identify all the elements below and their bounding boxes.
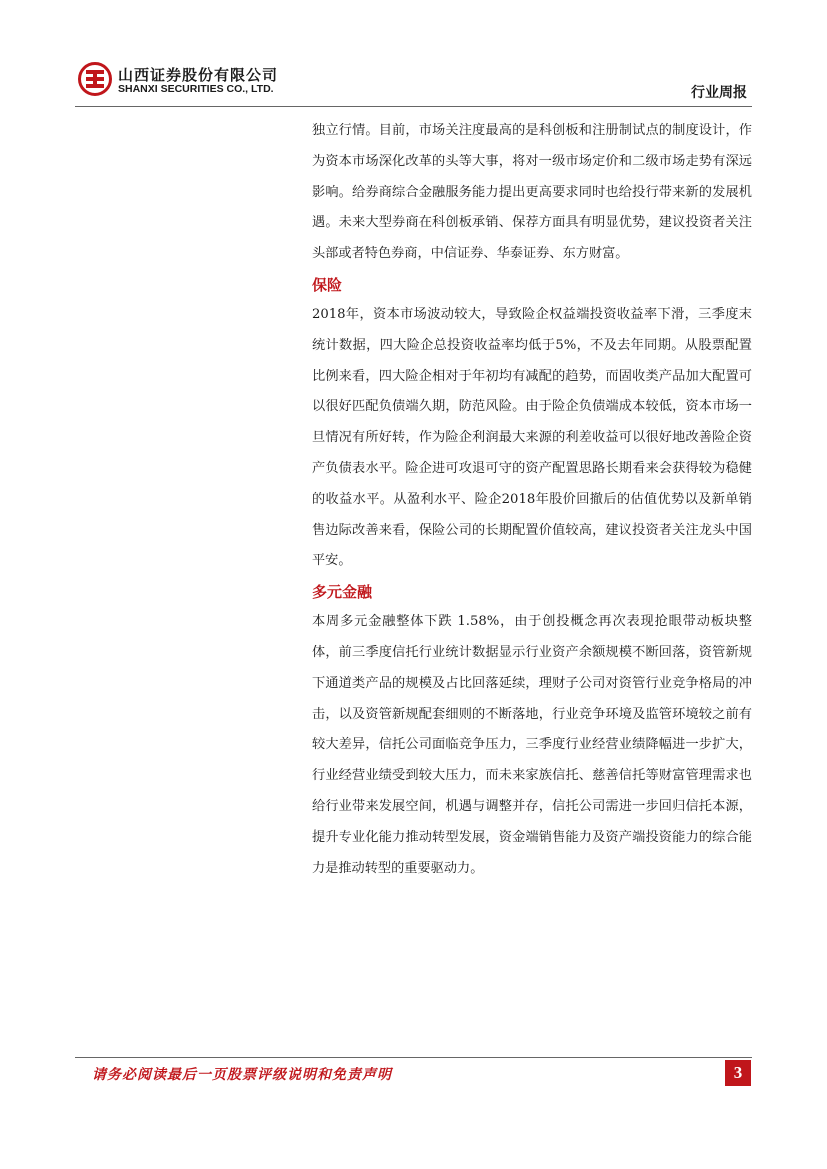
report-type-label: 行业周报 [691, 85, 747, 101]
disclaimer-text: 请务必阅读最后一页股票评级说明和免责声明 [92, 1067, 392, 1083]
header-divider [75, 106, 752, 107]
company-logo-icon [78, 62, 112, 96]
section-title-insurance: 保险 [312, 275, 343, 294]
page-number: 3 [725, 1060, 751, 1086]
section-paragraph-diversified-finance: 本周多元金融整体下跌 1.58%，由于创投概念再次表现抢眼带动板块整体，前三季度信托行业统计数据显示行业资产余额规模不断回落，资管新规下通道类产品的规模及占比回落延续，理财子公司对资管行业竞争格局的冲击，以及资管新规配套细则的不断落地，行业竞争环境及监管环境较之前有较大差异，信托公司面临竞争压力，三季度行业经营业绩降幅进一步扩大，行业经营业绩受到较大压力，而未来家族信托、慈善信托等财富管理需求也给行业带来发展空间，机遇与调整并存，信托公司需进一步回归信托本源，提升专业化能力推动转型发展，资金端销售能力及资产端投资能力的综合能力是推动转型的重要驱动力。 [312, 614, 752, 876]
company-name-cn: 山西证券股份有限公司 [118, 66, 279, 84]
section-paragraph-insurance: 2018年，资本市场波动较大，导致险企权益端投资收益率下滑，三季度末统计数据，四大险企总投资收益率均低于5%，不及去年同期。从股票配置比例来看，四大险企相对于年初均有减配的趋势，而固收类产品加大配置可以很好匹配负债端久期，防范风险。由于险企负债端成本较低，资本市场一旦情况有所好转，作为险企利润最大来源的利差收益可以很好地改善险企资产负债表水平。险企进可攻退可守的资产配置思路长期看来会获得较为稳健的收益水平。从盈利水平、险企2018年股价回撤后的估值优势以及新单销售边际改善来看，保险公司的长期配置价值较高，建议投资者关注龙头中国平安。 [312, 306, 752, 569]
report-body [312, 116, 752, 884]
company-name-en: SHANXI SECURITIES CO., LTD. [118, 83, 274, 95]
section-title-diversified-finance: 多元金融 [312, 583, 373, 602]
page-header [0, 0, 827, 115]
footer-divider [75, 1057, 752, 1058]
intro-paragraph: 独立行情。目前，市场关注度最高的是科创板和注册制试点的制度设计，作为资本市场深化改革的头等大事，将对一级市场定价和二级市场走势有深远影响。给券商综合金融服务能力提出更高要求同时也给投行带来新的发展机遇。未来大型券商在科创板承销、保荐方面具有明显优势，建议投资者关注头部或者特色券商，中信证券、华泰证券、东方财富。 [312, 123, 752, 262]
